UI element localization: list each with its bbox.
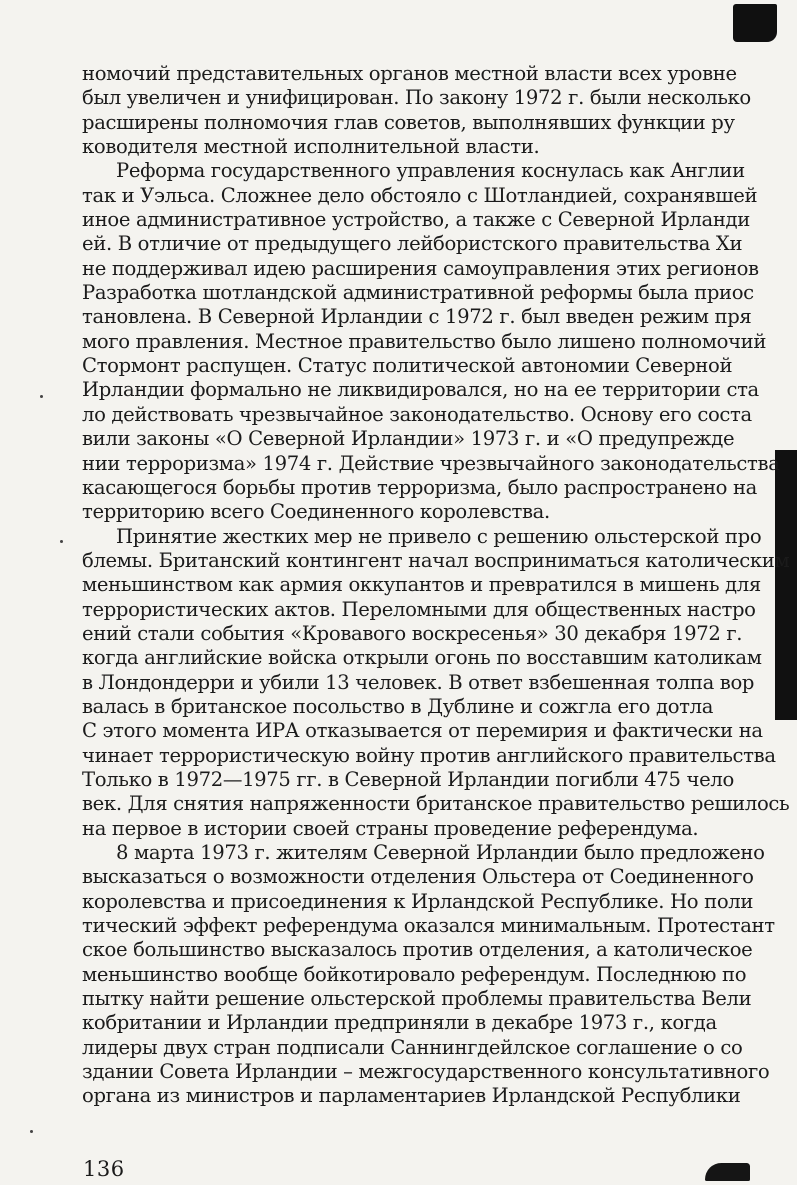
text-line: кобритании и Ирландии предприняли в декабре 1973 г., когда (82, 1011, 717, 1035)
scan-speck (40, 395, 43, 398)
text-line: Разработка шотландской административной реформы была приос (82, 281, 754, 305)
text-line: ское большинство высказалось против отделения, а католическое (82, 938, 753, 962)
text-line: ло действовать чрезвычайное законодательство. Основу его соста (82, 402, 752, 426)
scan-edge-mark-bottom (705, 1163, 750, 1181)
scan-edge-mark-top (733, 4, 777, 42)
text-line: пытку найти решение ольстерской проблемы правительства Вели (82, 987, 752, 1011)
text-line: тический эффект референдума оказался минимальным. Протестант (82, 914, 775, 938)
text-line: Только в 1972—1975 гг. в Северной Ирландии погибли 475 чело (82, 767, 734, 791)
text-line: террористических актов. Переломными для общественных настро (82, 597, 756, 621)
text-line: тановлена. В Северной Ирландии с 1972 г. был введен режим пря (82, 305, 752, 329)
text-line: С этого момента ИРА отказывается от перемирия и фактически на (82, 719, 763, 743)
text-line: Ирландии формально не ликвидировался, но на ее территории ста (82, 378, 759, 402)
text-line: валась в британское посольство в Дублине и сожгла его дотла (82, 694, 714, 718)
text-line: лидеры двух стран подписали Саннингдейлское соглашение о со (82, 1035, 743, 1059)
text-line: ководителя местной исполнительной власти. (82, 135, 540, 159)
text-line: территорию всего Соединенного королевства. (82, 500, 550, 524)
text-line: меньшинство вообще бойкотировало референдум. Последнюю по (82, 962, 747, 986)
text-line: мого правления. Местное правительство было лишено полномочий (82, 329, 767, 353)
book-page-text (82, 62, 790, 1109)
text-line: иное административное устройство, а также с Северной Ирланди (82, 208, 750, 232)
text-line: ей. В отличие от предыдущего лейбористского правительства Хи (82, 232, 743, 256)
text-line: был увеличен и унифицирован. По закону 1972 г. были несколько (82, 86, 751, 110)
text-line: меньшинством как армия оккупантов и превратился в мишень для (82, 573, 761, 597)
text-line: здании Совета Ирландии – межгосударственного консультативного (82, 1060, 770, 1084)
text-line: нии терроризма» 1974 г. Действие чрезвычайного законодательства (82, 451, 780, 475)
scan-speck (60, 540, 63, 543)
text-line: касающегося борьбы против терроризма, было распространено на (82, 475, 758, 499)
scan-speck (30, 1130, 33, 1133)
text-line: высказаться о возможности отделения Ольстера от Соединенного (82, 865, 754, 889)
text-line: блемы. Британский контингент начал восприниматься католическим (82, 548, 790, 572)
text-line: 8 марта 1973 г. жителям Северной Ирландии было предложено (116, 841, 765, 864)
text-line: Стормонт распущен. Статус политической автономии Северной (82, 354, 733, 378)
text-line: номочий представительных органов местной власти всех уровне (82, 62, 737, 85)
text-line: королевства и присоединения к Ирландской Республике. Но поли (82, 889, 754, 913)
page-number: 136 (83, 1157, 125, 1181)
text-line: чинает террористическую войну против английского правительства (82, 743, 776, 767)
text-line: Реформа государственного управления коснулась как Англии (116, 159, 745, 183)
text-line: ений стали события «Кровавого воскресенья» 30 декабря 1972 г. (82, 621, 743, 645)
text-line: Принятие жестких мер не привело с решению ольстерской про (116, 524, 762, 548)
text-line: в Лондондерри и убили 13 человек. В ответ взбешенная толпа вор (82, 670, 755, 694)
text-line: органа из министров и парламентариев Ирландской Республики (82, 1084, 741, 1108)
text-line: вили законы «О Северной Ирландии» 1973 г. и «О предупрежде (82, 427, 735, 451)
text-line: расширены полномочия глав советов, выполнявших функции ру (82, 110, 735, 134)
text-line: когда английские войска открыли огонь по восставшим католикам (82, 646, 762, 670)
text-line: век. Для снятия напряженности британское правительство решилось (82, 792, 790, 816)
text-line: на первое в истории своей страны проведение референдума. (82, 816, 699, 840)
text-line: не поддерживал идею расширения самоуправления этих регионов (82, 256, 759, 280)
text-line: так и Уэльса. Сложнее дело обстояло с Шотландией, сохранявшей (82, 183, 758, 207)
